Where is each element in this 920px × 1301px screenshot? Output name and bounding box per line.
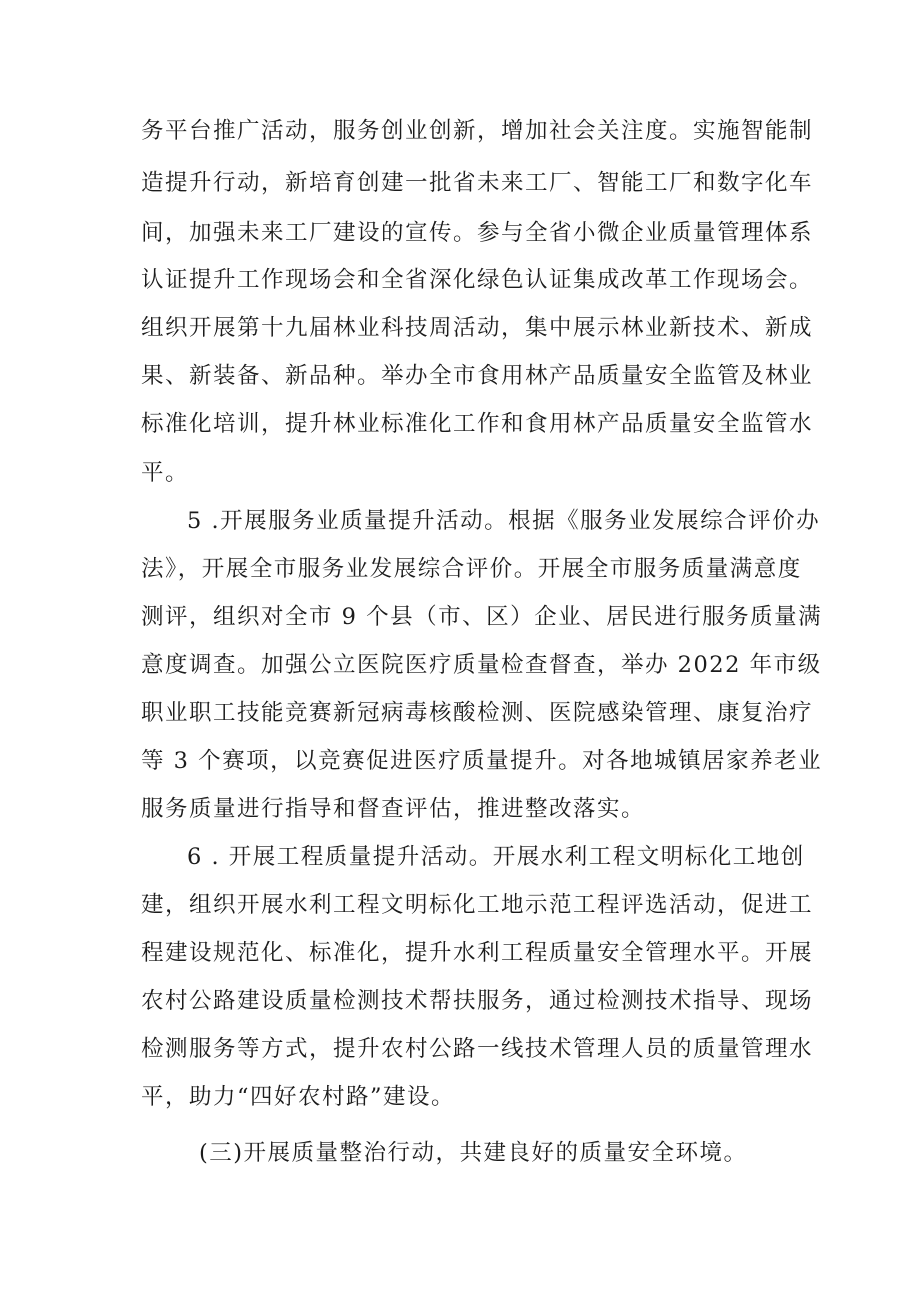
text-line: 造提升行动，新培育创建一批省未来工厂、智能工厂和数字化车 xyxy=(141,170,814,196)
text-line: 间，加强未来工厂建设的宣传。参与全省小微企业质量管理体系 xyxy=(141,220,814,246)
text-line: 职业职工技能竞赛新冠病毒核酸检测、医院感染管理、康复治疗 xyxy=(141,700,814,726)
text-line: 平，助力“四好农村路”建设。 xyxy=(141,1084,456,1110)
text-line: 组织开展第十九届林业科技周活动，集中展示林业新技术、新成 xyxy=(141,315,814,341)
text-line: 果、新装备、新品种。举办全市食用林产品质量安全监管及林业 xyxy=(141,363,814,389)
section-heading: (三)开展质量整治行动，共建良好的质量安全环境。 xyxy=(199,1140,748,1166)
text-line: 服务质量进行指导和督查评估，推进整改落实。 xyxy=(141,796,646,822)
text-line: 平。 xyxy=(141,460,190,486)
text-line: 检测服务等方式，提升农村公路一线技术管理人员的质量管理水 xyxy=(141,1036,814,1062)
text-line: 6 . 开展工程质量提升活动。开展水利工程文明标化工地创 xyxy=(187,844,805,870)
text-line: 5 .开展服务业质量提升活动。根据《服务业发展综合评价办 xyxy=(187,508,821,534)
text-line: 意度调查。加强公立医院医疗质量检查督查，举办 2022 年市级 xyxy=(141,652,822,678)
text-line: 认证提升工作现场会和全省深化绿色认证集成改革工作现场会。 xyxy=(141,267,814,293)
text-line: 测评，组织对全市 9 个县（市、区）企业、居民进行服务质量满 xyxy=(141,604,823,630)
text-line: 法》，开展全市服务业发展综合评价。开展全市服务质量满意度 xyxy=(141,556,802,582)
text-line: 农村公路建设质量检测技术帮扶服务，通过检测技术指导、现场 xyxy=(141,988,814,1014)
text-line: 程建设规范化、标准化，提升水利工程质量安全管理水平。开展 xyxy=(141,940,814,966)
text-line: 标准化培训，提升林业标准化工作和食用林产品质量安全监管水 xyxy=(141,411,814,437)
text-line: 建，组织开展水利工程文明标化工地示范工程评选活动，促进工 xyxy=(141,892,814,918)
text-line: 等 3 个赛项，以竞赛促进医疗质量提升。对各地城镇居家养老业 xyxy=(141,748,823,774)
text-line: 务平台推广活动，服务创业创新，增加社会关注度。实施智能制 xyxy=(141,118,814,144)
